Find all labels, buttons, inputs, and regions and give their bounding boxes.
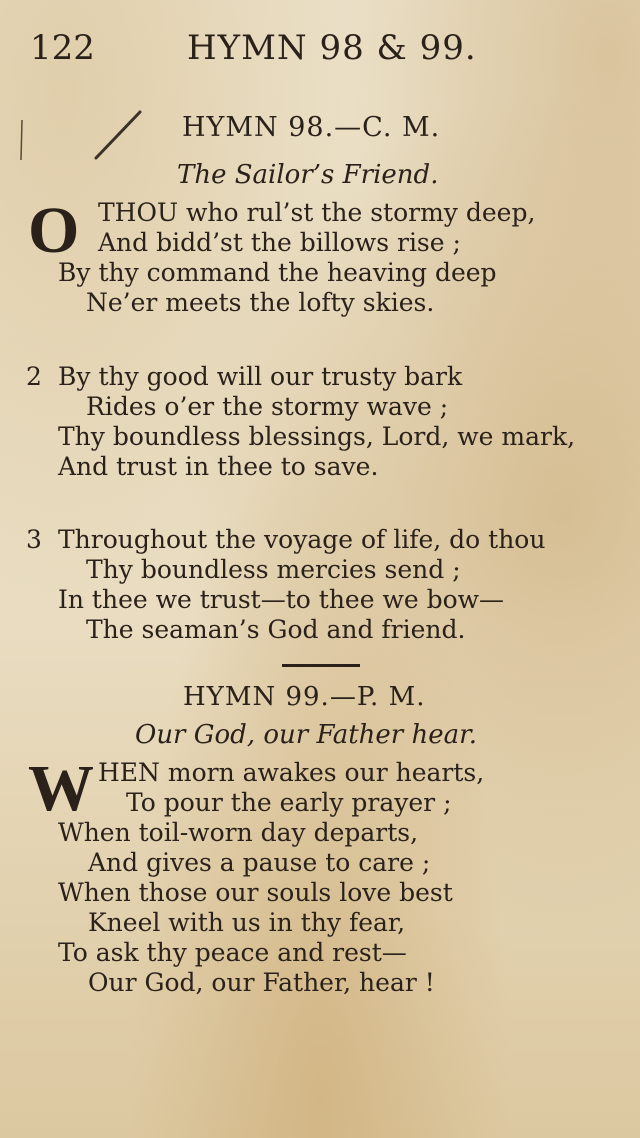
verse-line: To pour the early prayer ; [126,788,452,817]
hymn-99-title: HYMN 99.—P. M. [183,682,426,712]
hymn-98-subtitle: The Sailor’s Friend. [177,160,439,190]
verse-line: The seaman’s God and friend. [86,615,466,644]
verse-line: Ne’er meets the lofty skies. [86,288,435,317]
verse-line: Rides o’er the stormy wave ; [86,392,449,421]
verse-line: HEN morn awakes our hearts, [98,758,485,787]
verse-line: THOU who rul’st the stormy deep, [98,198,536,227]
verse-line: Thy boundless blessings, Lord, we mark, [58,422,576,451]
verse-line: And trust in thee to save. [58,452,379,481]
drop-cap: W [28,752,94,825]
section-divider [282,664,360,667]
pencil-mark-icon [88,108,144,164]
verse-line: And bidd’st the billows rise ; [98,228,461,257]
verse-line: Kneel with us in thy fear, [88,908,406,937]
stanza-number: 3 [26,525,42,554]
margin-mark-icon [18,118,26,162]
stanza-number: 2 [26,362,42,391]
verse-line: Throughout the voyage of life, do thou [58,525,546,554]
hymn-98-title: HYMN 98.—C. M. [182,112,441,143]
hymn-99-subtitle: Our God, our Father hear. [135,720,477,750]
running-title: HYMN 98 & 99. [187,28,477,68]
verse-line: When toil-worn day departs, [58,818,419,847]
verse-line: By thy command the heaving deep [58,258,497,287]
page-number: 122 [30,28,95,68]
verse-line: And gives a pause to care ; [88,848,431,877]
verse-line: In thee we trust—to thee we bow— [58,585,505,614]
verse-line: Our God, our Father, hear ! [88,968,435,997]
verse-line: By thy good will our trusty bark [58,362,463,391]
verse-line: When those our souls love best [58,878,453,907]
verse-line: To ask thy peace and rest— [58,938,407,967]
drop-cap: O [28,194,80,267]
verse-line: Thy boundless mercies send ; [86,555,461,584]
